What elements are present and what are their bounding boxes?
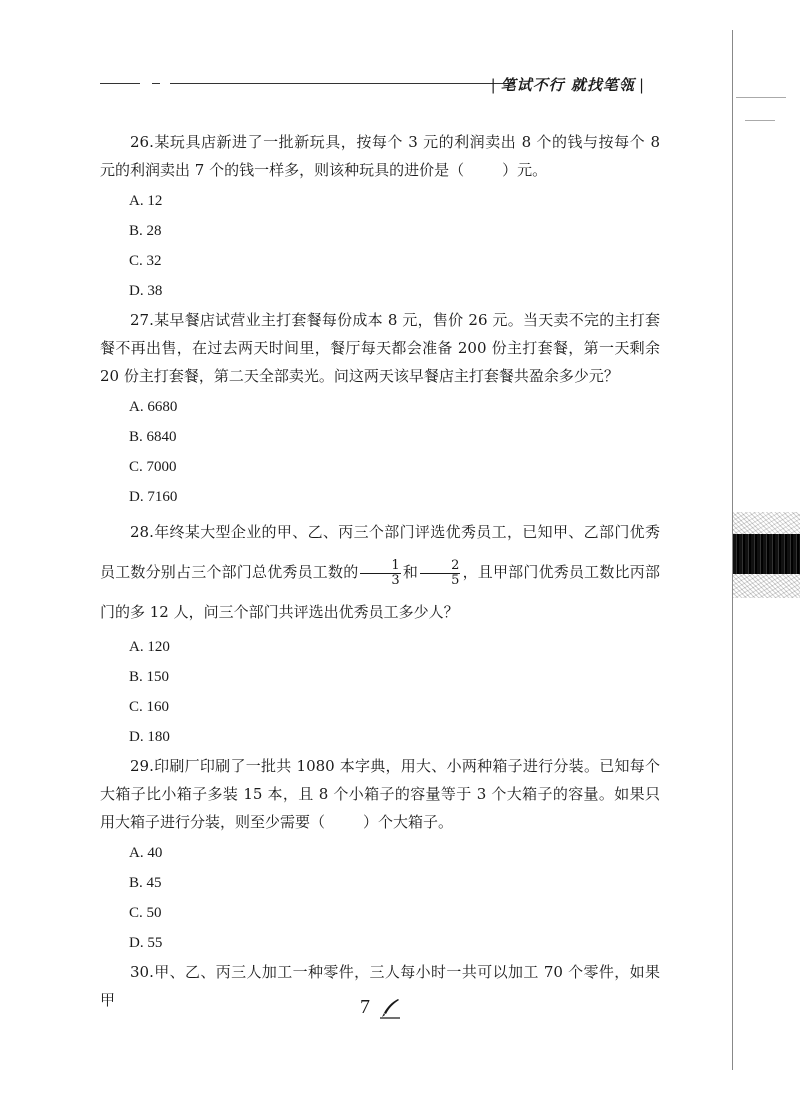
page-footer [360,996,402,1019]
question-29-option-a: A. 40 [129,845,163,861]
fraction-numerator: 1 [360,559,400,574]
question-number: 30. [130,963,154,981]
question-29-option-d: D. 55 [129,935,163,951]
header-rule-segment [152,83,160,84]
question-text: ）个大箱子。 [363,813,454,831]
scan-dark-band [733,534,800,574]
question-number: 29. [130,757,154,775]
header-slogan-right: 就找笔瓴 [570,76,635,94]
question-28-stem [100,512,660,632]
question-list [100,128,660,1014]
question-26-stem [100,128,660,184]
page-number: 7 [360,996,370,1018]
question-text: ，且甲部门优秀员工数比丙部门的多 12 人，问三个部门共评选出优秀员工多少人？ [100,563,660,621]
question-29-option-b: B. 45 [129,875,162,891]
fraction [420,559,460,588]
header-rule-segment [100,83,140,84]
fraction-numerator: 2 [420,559,460,574]
question-27-option-b: B. 6840 [129,429,177,445]
question-27-option-d: D. 7160 [129,489,178,505]
question-text: ）元。 [502,161,548,179]
question-28-option-d: D. 180 [129,729,170,745]
question-text: 某玩具店新进了一批新玩具，按每个 3 元的利润卖出 8 个的钱与按每个 8 元的利润卖出 7 个的钱一样多，则该种玩具的进价是（ [100,133,660,179]
question-28-option-c: C. 160 [129,699,170,715]
question-29-stem [100,752,660,836]
question-28-option-b: B. 150 [129,669,170,685]
question-27-option-c: C. 7000 [129,459,177,475]
question-number: 28. [130,523,154,541]
question-text: 年终某大型企业的甲、乙、丙三个部门评选优秀员工，已知甲、乙部门优秀员工数分别占三个部门总优秀员工数的 [100,523,660,581]
header-slogan: | 笔试不行 就找笔瓴 | [490,76,645,94]
question-number: 26. [130,133,154,151]
question-26-option-d: D. 38 [129,283,163,299]
question-26-option-c: C. 32 [129,253,162,269]
fraction [360,559,400,588]
quill-pen-icon [378,997,402,1019]
question-text: 印刷厂印刷了一批共 1080 本字典，用大、小两种箱子进行分装。已知每个大箱子比小箱子多装 15 本，且 8 个小箱子的容量等于 3 个大箱子的容量。如果只用大箱子进行分装，则至少需要（ [100,757,660,831]
question-number: 27. [130,311,154,329]
header-slogan-left: 笔试不行 [500,76,565,94]
page-header [100,72,655,96]
fraction-denominator: 3 [391,572,400,588]
question-26-option-b: B. 28 [129,223,162,239]
question-text: 甲、乙、丙三人加工一种零件，三人每小时一共可以加工 70 个零件，如果甲 [100,963,660,1009]
binding-edge-mark [745,120,775,121]
fraction-denominator: 5 [451,572,460,588]
question-29-option-c: C. 50 [129,905,162,921]
binding-edge-mark [736,97,786,98]
question-text: 某早餐店试营业主打套餐每份成本 8 元，售价 26 元。当天卖不完的主打套餐不再出售，在过去两天时间里，餐厅每天都会准备 200 份主打套餐，第一天剩余 20 份主打套餐，第二天全部卖光。问这两天该早餐店主打套餐共盈余多少元？ [100,311,660,385]
question-27-option-a: A. 6680 [129,399,178,415]
question-text: 和 [402,563,419,581]
header-rule-segment [170,83,515,84]
question-27-stem [100,306,660,390]
question-28-option-a: A. 120 [129,639,170,655]
question-26-option-a: A. 12 [129,193,163,209]
